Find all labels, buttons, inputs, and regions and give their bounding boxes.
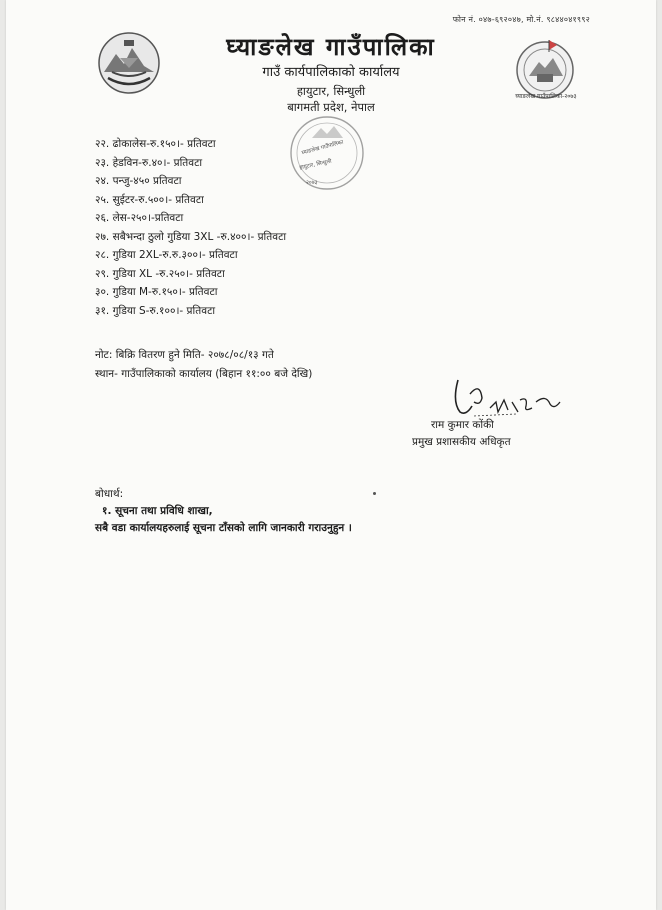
price-item: ३०. गुडिया M-रु.१५०।- प्रतिवटा	[95, 286, 218, 298]
note-place: स्थान- गाउँपालिकाको कार्यालय (बिहान ११:०० बजे देखि)	[95, 368, 313, 380]
note-date: नोट: बिक्रि वितरण हुने मिति- २०७८/०८/१३ गते	[95, 349, 274, 361]
price-item: २४. पन्जु-४५० प्रतिवटा	[95, 175, 182, 187]
signatory-name: राम कुमार कोंकी	[431, 419, 494, 431]
price-item: २७. सबैभन्दा ठुलो गुडिया 3XL -रु.४००।- प्रतिवटा	[95, 230, 287, 243]
price-item: २२. ढोकालेस-रु.१५०।- प्रतिवटा	[95, 138, 216, 150]
price-item: २६. लेस-२५०।-प्रतिवटा	[95, 212, 184, 224]
paper-speck	[373, 492, 376, 495]
signature-icon	[446, 372, 566, 422]
office-location: हायुटार, सिन्धुली	[296, 84, 366, 98]
stamp-line-2: हायुटार, सिन्धुली	[298, 158, 333, 172]
office-province: बागमती प्रदेश, नेपाल	[287, 100, 375, 114]
price-item: २८. गुडिया 2XL-रु.रु.३००।- प्रतिवटा	[95, 249, 238, 261]
contact-line: फोन नं. ०४७-६९२०४७, मो.नं. ९८४४०४१९९२	[452, 15, 590, 24]
signatory-title: प्रमुख प्रशासकीय अधिकृत	[412, 436, 511, 448]
bodhartha-line-1: १. सूचना तथा प्रविधि शाखा,	[102, 505, 213, 517]
document-page	[6, 0, 656, 910]
price-item: ३१. गुडिया S-रु.१००।- प्रतिवटा	[95, 304, 216, 317]
stamp-line-1: घ्याङलेख गाउँपालिका	[301, 139, 345, 157]
bodhartha-line-2: सबै वडा कार्यालयहरुलाई सूचना टाँसको लागि जानकारी गराउनुहुन ।	[95, 522, 352, 534]
price-item: २३. हेडविन-रु.४०।- प्रतिवटा	[95, 156, 203, 169]
price-list	[95, 135, 286, 320]
price-item: २५. सुईटर-रु.५००।- प्रतिवटा	[95, 193, 204, 206]
office-stamp-icon	[288, 112, 366, 194]
stamp-line-3: २०७३	[306, 180, 318, 186]
logo-caption: घ्याङलेख गाउँपालिका-२०७३	[515, 93, 577, 100]
bodhartha-label: बोधार्थ:	[95, 488, 124, 500]
price-item: २९. गुडिया XL -रु.२५०।- प्रतिवटा	[95, 267, 225, 280]
office-title: गाउँ कार्यपालिकाको कार्यालय	[262, 65, 400, 80]
distribution-note	[95, 346, 312, 384]
municipality-title: घ्याङलेख गाउँपालिका	[226, 33, 436, 61]
